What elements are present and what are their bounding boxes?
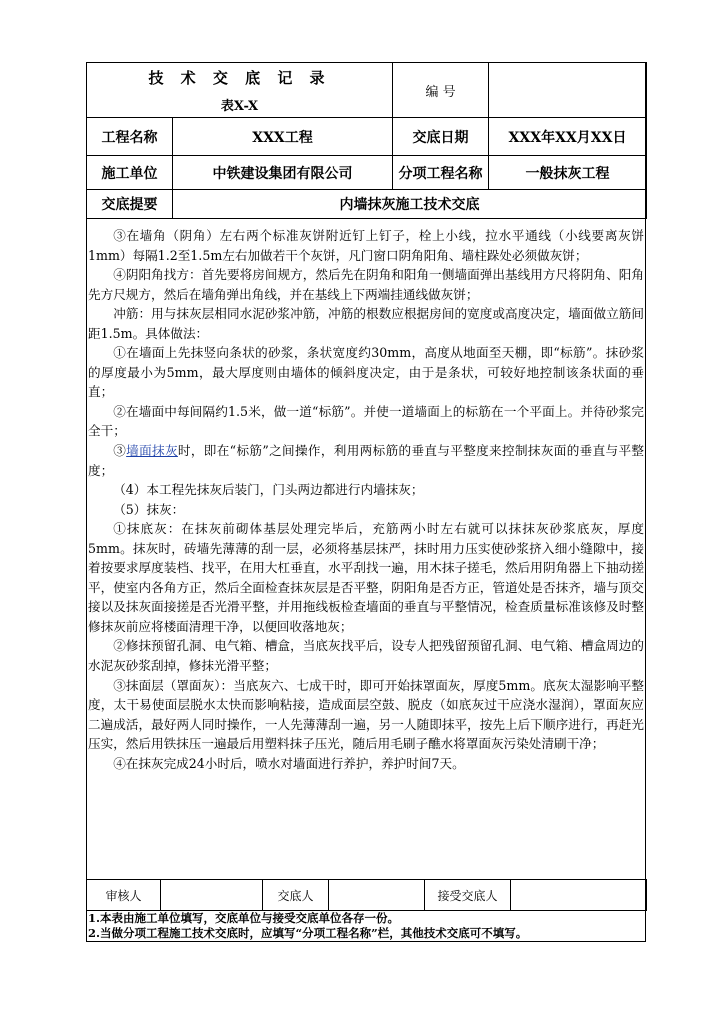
reviewer-signature — [161, 880, 263, 911]
paragraph: （5）抹灰： — [113, 501, 185, 517]
wall-plaster-link[interactable]: 墙面抹灰 — [126, 443, 178, 459]
date-label: 交底日期 — [393, 118, 489, 156]
form-number: 表X-X — [220, 99, 259, 114]
paragraph: ③抹面层（罩面灰）：当底灰六、七成干时，即可开始抹罩面灰，厚度5mm。底灰太湿影响平整度，太干易使面层脱水太快而影响粘接，造成面层空鼓、脱皮（如底灰过干应浇水湿润），罩面灰应二遍成活，最好两人同时操作，一人先薄薄刮一遍，另一人随即抹平，按先上后下顺序进行，再赶光压实，然后用铁抹压一遍最后用塑料抹子压光，随后用毛刷子醮水将罩面灰污染处清刷干净； — [88, 677, 644, 752]
receiver-label: 接受交底人 — [425, 880, 511, 911]
sub-project-value: 一般抹灰工程 — [489, 156, 647, 190]
paragraph: ④阴阳角找方：首先要将房间规方，然后先在阴角和阳角一侧墙面弹出基线用方尺将阴角、阳角先方尺规方，然后在墙角弹出角线，并在基线上下两端挂通线做灰饼； — [88, 267, 644, 302]
paragraph: 冲筋：用与抹灰层相同水泥砂浆冲筋，冲筋的根数应根据房间的宽度或高度决定，墙面做立筋间距1.5m。具体做法： — [88, 306, 644, 341]
discloser-signature — [329, 880, 425, 911]
project-name-value: XXX工程 — [173, 118, 393, 156]
paragraph: ②在墙面中每间隔约1.5米，做一道“标筋”。并使一道墙面上的标筋在一个平面上。并待砂浆完全干； — [88, 403, 644, 439]
paragraph — [88, 441, 644, 480]
discloser-label: 交底人 — [263, 880, 329, 911]
form-title: 技 术 交 底 记 录 — [148, 69, 331, 87]
date-value: XXX年XX月XX日 — [489, 118, 647, 156]
paragraph-prefix: ③ — [113, 443, 127, 459]
receiver-signature — [511, 880, 647, 911]
footnote-2: 2.当做分项工程施工技术交底时，应填写“分项工程名称”栏，其他技术交底可不填写。 — [88, 926, 528, 940]
summary-value: 内墙抹灰施工技术交底 — [173, 190, 647, 219]
paragraph: ①在墙面上先抹竖向条状的砂浆，条状宽度约30mm，高度从地面至天棚，即“标筋”。抹砂浆的厚度最小为5mm，最大厚度则由墙体的倾斜度决定，由于是条状，可较好地控制该条状面的垂直； — [88, 345, 644, 400]
number-value — [489, 63, 647, 118]
header-table — [86, 62, 647, 219]
footnotes — [88, 911, 644, 941]
paragraph: ④在抹灰完成24小时后，喷水对墙面进行养护，养护时间7天。 — [113, 755, 465, 771]
summary-label: 交底提要 — [87, 190, 173, 219]
unit-value: 中铁建设集团有限公司 — [173, 156, 393, 190]
paragraph: ②修抹预留孔洞、电气箱、槽盒，当底灰找平后，设专人把残留预留孔洞、电气箱、槽盒周边的水泥灰砂浆刮掉，修抹光滑平整； — [88, 638, 644, 674]
signature-table — [86, 879, 647, 911]
footnote-1: 1.本表由施工单位填写，交底单位与接受交底单位各存一份。 — [88, 911, 400, 925]
reviewer-label: 审核人 — [87, 880, 161, 911]
paragraph-rest: 时，即在“标筋”之间操作，利用两标筋的垂直与平整度来控制抹灰面的垂直与平整度； — [88, 443, 645, 478]
number-label: 编 号 — [393, 63, 489, 118]
paragraph: ①抹底灰：在抹灰前砌体基层处理完毕后，充筋两小时左右就可以抹抹灰砂浆底灰，厚度5mm。抹灰时，砖墙先薄薄的刮一层，必须将基层抹严，抹时用力压实使砂浆挤入细小缝隙中，接着按要求厚度装档、找平，在用大杠垂直，水平刮找一遍，用木抹子搓毛，然后用阴角器上下抽动搓平，使室内各角方正，然后全面检查抹灰层是否平整，阴阳角是否方正，管道处是否抹齐，墙与顶交接以及抹灰面接搓是否光滑平整，并用拖线板检查墙面的垂直与平整情况，检查质量标准该修及时整修抹灰前应将楼面清理干净，以便回收落地灰； — [88, 521, 644, 634]
sub-project-label: 分项工程名称 — [393, 156, 489, 190]
paragraph: （4）本工程先抹灰后装门，门头两边都进行内墙抹灰； — [113, 482, 424, 498]
paragraph: ③在墙角（阴角）左右两个标准灰饼附近钉上钉子，栓上小线，拉水平通线（小线要离灰饼1mm）每隔1.2至1.5m左右加做若干个灰饼，凡门窗口阴角阳角、墙柱跺处必须做灰饼； — [88, 228, 644, 263]
project-name-label: 工程名称 — [87, 118, 173, 156]
disclosure-body — [88, 226, 644, 773]
title-cell — [87, 63, 393, 118]
unit-label: 施工单位 — [87, 156, 173, 190]
